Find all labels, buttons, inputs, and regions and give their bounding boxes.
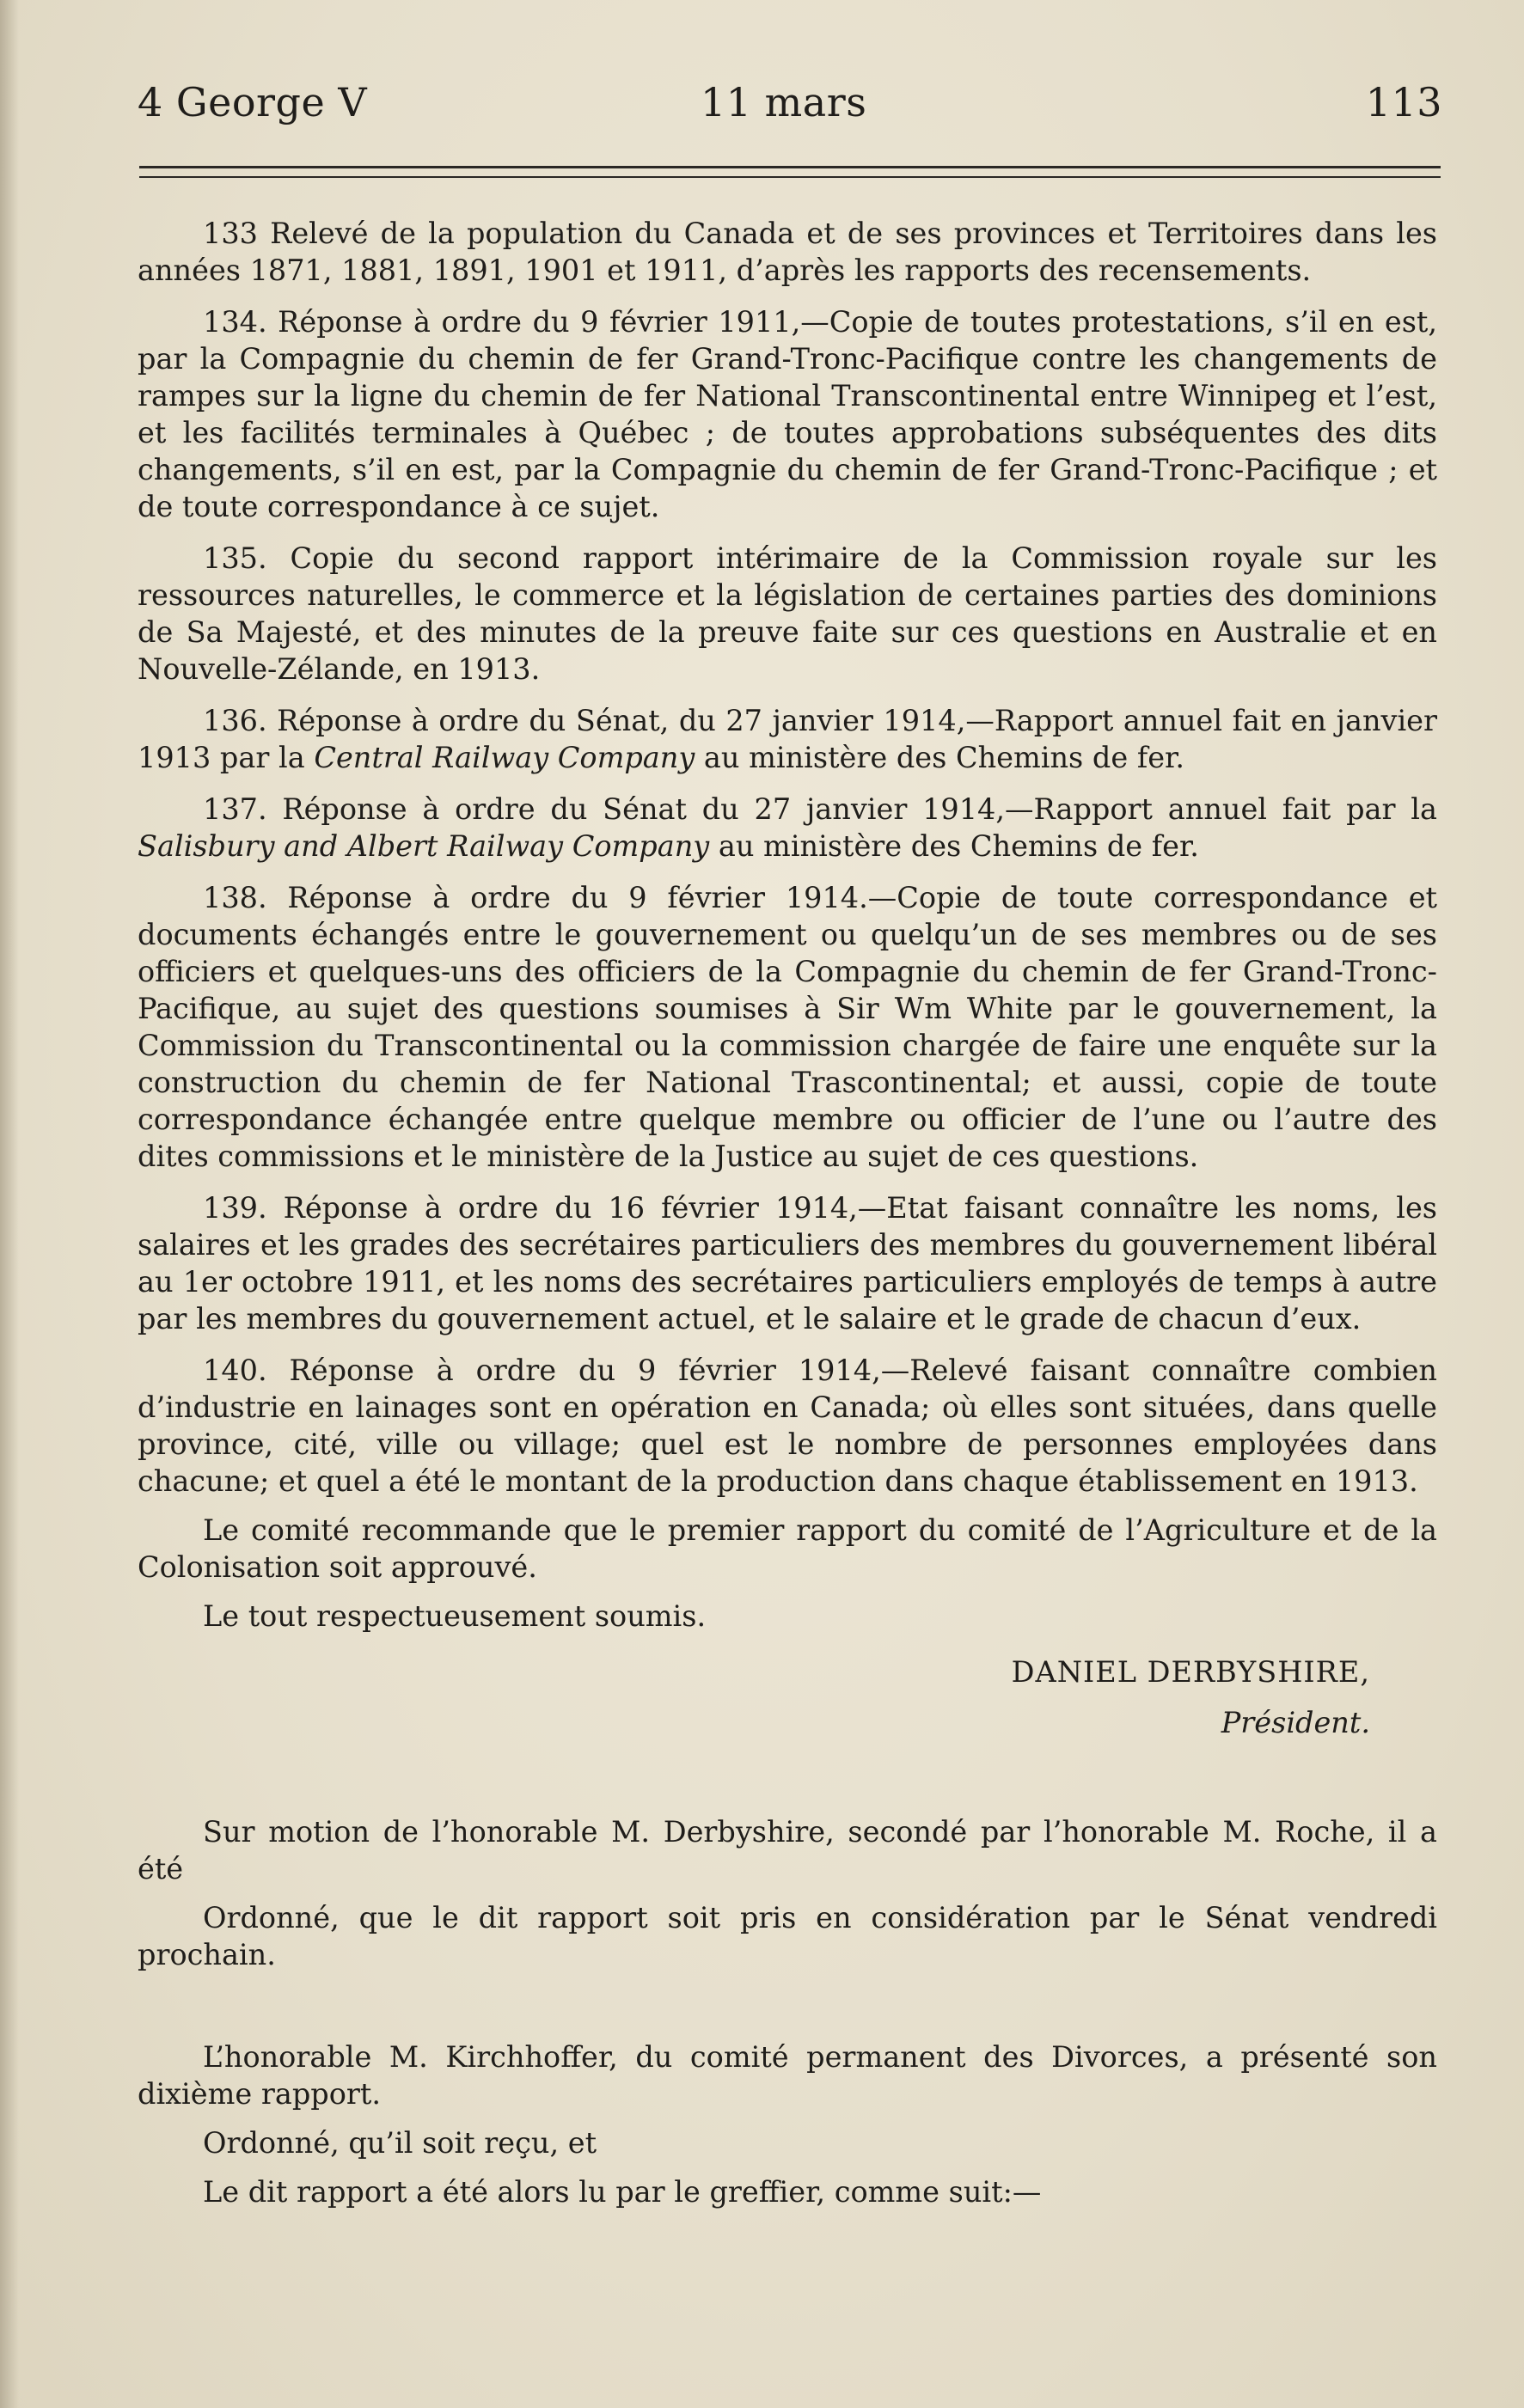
item-138: 138. Réponse à ordre du 9 février 1914.—Copie de toute correspondance et documents échangés entre le gouvernement ou quelqu’un de ses membres ou de ses officiers et quelques-uns des officiers de la Compagnie du chemin de fer Grand-Tronc-Pacifique, au sujet des questions soumises à Sir Wm White par le gouvernement, la Commission du Transcontinental ou la commission chargée de faire une enquête sur la construction du chemin de fer National Trascontinental; et aussi, copie de toute correspondance échangée entre quelque membre ou officier de l’une ou l’autre des dites commissions et le ministère de la Justice au sujet de ces questions. <box>138 881 1437 1173</box>
header-rule-thin <box>139 176 1441 178</box>
item-136-text-end: au ministère des Chemins de fer. <box>695 741 1185 774</box>
item-136-text: 136. Réponse à ordre du Sénat, du 27 janvier 1914,—Rapport annuel fait en janvier 1913 par la <box>138 704 1437 774</box>
item-134: 134. Réponse à ordre du 9 février 1911,—Copie de toutes protestations, s’il en est, par la Compagnie du chemin de fer Grand-Tronc-Pacifique contre les changements de rampes sur la ligne du chemin de fer National Transcontinental entre Winnipeg et l’est, et les facilités terminales à Québec ; de toutes approbations subséquentes des dits changements, s’il en est, par la Compagnie du chemin de fer Grand-Tronc-Pacifique ; et de toute correspondance à ce sujet. <box>138 305 1437 523</box>
page-body <box>138 215 1437 2222</box>
item-135: 135. Copie du second rapport intérimaire de la Commission royale sur les ressources naturelles, le commerce et la législation de certaines parties des dominions de Sa Majesté, et des minutes de la preuve faite sur ces questions en Australie et en Nouvelle-Zélande, en 1913. <box>138 541 1437 686</box>
section-gap-2 <box>138 1985 1437 2038</box>
running-head <box>138 79 1442 139</box>
page-date: 11 mars <box>701 79 867 125</box>
divorce-reading: Le dit rapport a été alors lu par le greffier, comme suit:— <box>203 2175 1042 2209</box>
signature-name: DANIEL DERBYSHIRE, <box>1011 1655 1370 1689</box>
divorce-order: Ordonné, qu’il soit reçu, et <box>203 2126 597 2160</box>
closing-line: Le tout respectueusement soumis. <box>203 1599 707 1633</box>
item-133: 133 Relevé de la population du Canada et de ses provinces et Territoires dans les années 1871, 1881, 1891, 1901 et 1911, d’après les rapports des recensements. <box>138 217 1437 287</box>
page-edge-shadow <box>0 0 19 2408</box>
regnal-year: 4 George V <box>138 79 368 125</box>
item-137-text: 137. Réponse à ordre du Sénat du 27 janvier 1914,—Rapport annuel fait par la <box>203 792 1437 826</box>
page-number: 113 <box>1365 79 1442 125</box>
item-137-text-end: au ministère des Chemins de fer. <box>709 829 1199 863</box>
item-137 <box>138 791 1437 865</box>
header-rule-thick <box>139 166 1441 168</box>
item-140: 140. Réponse à ordre du 9 février 1914,—Relevé faisant connaître combien d’industrie en lainages sont en opération en Canada; où elles sont situées, dans quelle province, cité, ville ou village; quel est le nombre de personnes employées dans chacune; et quel a été le montant de la production dans chaque établissement en 1913. <box>138 1354 1437 1498</box>
item-137-company: Salisbury and Albert Railway Company <box>138 829 710 863</box>
divorce-report-text: L’honorable M. Kirchhoffer, du comité permanent des Divorces, a présenté son dixième rapport. <box>138 2040 1437 2111</box>
committee-recommendation: Le comité recommande que le premier rapport du comité de l’Agriculture et de la Colonisation soit approuvé. <box>138 1513 1437 1584</box>
motion-order: Ordonné, que le dit rapport soit pris en considération par le Sénat vendredi prochain. <box>138 1901 1437 1971</box>
section-gap <box>138 1741 1437 1813</box>
signature-title: Président. <box>1221 1706 1370 1739</box>
item-136 <box>138 702 1437 776</box>
item-136-company: Central Railway Company <box>314 741 695 774</box>
item-139: 139. Réponse à ordre du 16 février 1914,—Etat faisant connaître les noms, les salaires et les grades des secrétaires particuliers des membres du gouvernement libéral au 1er octobre 1911, et les noms des secrétaires particuliers employés de temps à autre par les membres du gouvernement actuel, et le salaire et le grade de chacun d’eux. <box>138 1191 1437 1335</box>
motion-text: Sur motion de l’honorable M. Derbyshire, secondé par l’honorable M. Roche, il a été <box>138 1815 1437 1885</box>
